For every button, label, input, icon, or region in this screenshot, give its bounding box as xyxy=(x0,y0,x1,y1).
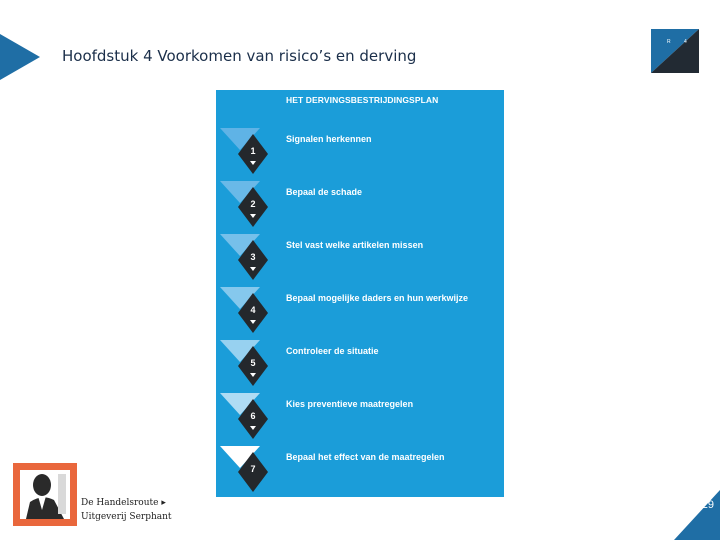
step-number: 5 xyxy=(250,358,256,368)
down-arrow-icon xyxy=(250,426,256,430)
step-number-diamond xyxy=(238,346,268,386)
down-arrow-icon xyxy=(250,161,256,165)
step-2 xyxy=(216,181,504,231)
step-label: Bepaal de schade xyxy=(286,187,363,197)
down-arrow-icon xyxy=(250,267,256,271)
corner-letter-r: R xyxy=(667,39,671,45)
publisher-line-2: Uitgeverij Serphant xyxy=(81,512,172,522)
step-number: 3 xyxy=(250,252,256,262)
page-number: 29 xyxy=(701,499,714,511)
down-arrow-icon xyxy=(250,214,256,218)
step-5 xyxy=(216,340,504,390)
step-label: Bepaal het effect van de maatregelen xyxy=(286,452,445,462)
portrait-icon xyxy=(20,470,70,519)
step-number: 1 xyxy=(250,146,256,156)
step-label: Kies preventieve maatregelen xyxy=(286,399,414,409)
step-label: Bepaal mogelijke daders en hun werkwijze xyxy=(286,293,469,303)
down-arrow-icon xyxy=(250,320,256,324)
step-number: 6 xyxy=(250,411,256,421)
down-arrow-icon xyxy=(250,373,256,377)
publisher-logo xyxy=(13,463,77,526)
step-7 xyxy=(216,446,504,496)
page-corner-decoration xyxy=(674,490,720,540)
plan-panel xyxy=(216,90,504,497)
step-number-diamond xyxy=(238,240,268,280)
step-number-diamond xyxy=(238,293,268,333)
publisher-line-1: De Handelsroute ▸ xyxy=(81,498,166,508)
plan-title: HET DERVINGSBESTRIJDINGSPLAN xyxy=(286,95,439,105)
step-label: Controleer de situatie xyxy=(286,346,379,356)
step-number-diamond xyxy=(238,399,268,439)
step-number: 7 xyxy=(250,464,256,474)
step-number-diamond xyxy=(238,452,268,492)
corner-decoration-left xyxy=(0,34,40,80)
step-4 xyxy=(216,287,504,337)
step-3 xyxy=(216,234,504,284)
step-6 xyxy=(216,393,504,443)
corner-letter-4: 4 xyxy=(684,39,687,45)
publisher-name xyxy=(81,496,172,524)
step-label: Signalen herkennen xyxy=(286,134,372,144)
step-1 xyxy=(216,128,504,178)
step-number: 4 xyxy=(250,305,256,315)
step-number-diamond xyxy=(238,134,268,174)
step-number-diamond xyxy=(238,187,268,227)
step-number: 2 xyxy=(250,199,256,209)
slide-title: Hoofdstuk 4 Voorkomen van risico’s en derving xyxy=(62,47,417,65)
step-label: Stel vast welke artikelen missen xyxy=(286,240,424,250)
